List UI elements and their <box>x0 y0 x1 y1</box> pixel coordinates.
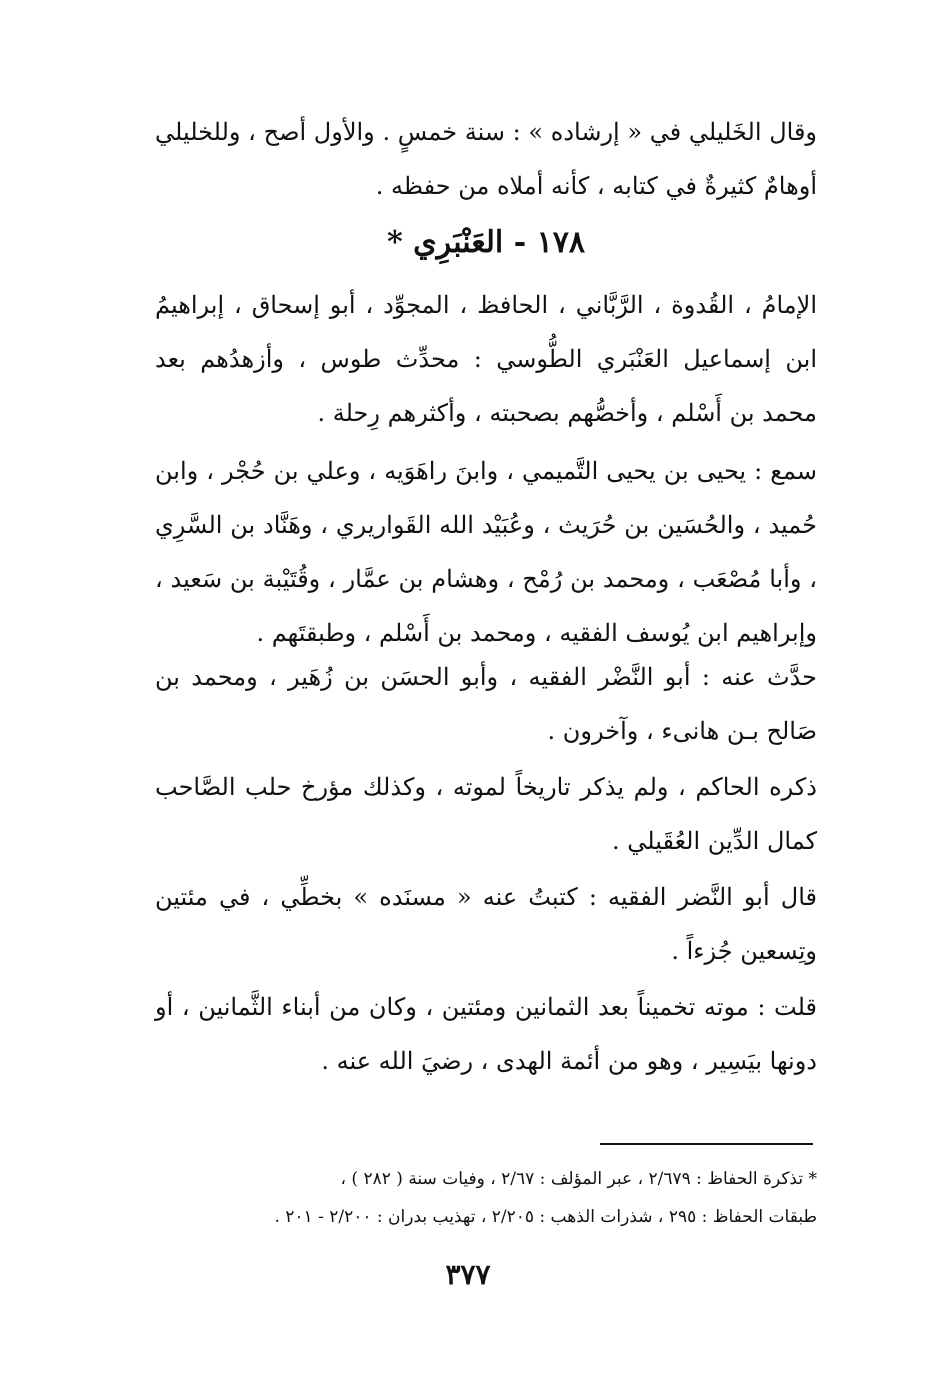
paragraph-death <box>155 980 817 1088</box>
paragraph-musnad <box>155 870 817 978</box>
paragraph-biography <box>155 278 817 440</box>
paragraph-students <box>155 650 817 758</box>
paragraph-text: قال أبو النَّضر الفقيه : كتبتُ عنه « مسنَده » بخطِّي ، في مئتين وتِسعين جُزءاً . <box>155 883 817 965</box>
paragraph-text: حدَّث عنه : أبو النَّضْر الفقيه ، وأبو الحسَن بن زُهَير ، ومحمد بن صَالح بـن هانىء ، وآخرون . <box>155 663 817 745</box>
paragraph-text: سمع : يحيى بن يحيى التَّميمي ، وابنَ راهَوَيه ، وعلي بن حُجْر ، وابن حُميد ، والحُسَين بن حُرَيث ، وعُبَيْد الله القَواريري ، وهَنَّاد بن السَّرِي ، وأبا مُصْعَب ، ومحمد بن رُمْح ، وهشام بن عمَّار ، وقُتَيْبة بن سَعيد ، وإبراهيم ابن يُوسف الفقيه ، ومحمد بن أَسْلم ، وطبقتَهم . <box>155 457 817 647</box>
paragraph-teachers <box>155 444 817 660</box>
footnote-line: * تذكرة الحفاظ : ٢/٦٧٩ ، عبر المؤلف : ٢/٦٧ ، وفيات سنة ( ٢٨٢ ) ، <box>340 1169 817 1189</box>
footnote-divider <box>600 1143 813 1145</box>
paragraph-khalili <box>155 105 817 213</box>
page-number: ٣٧٧ <box>445 1258 491 1291</box>
paragraph-text: ذكره الحاكم ، ولم يذكر تاريخاً لموته ، وكذلك مؤرخ حلب الصَّاحب كمال الدِّين العُقَيلي . <box>155 773 817 855</box>
paragraph-text: قلت : موته تخميناً بعد الثمانين ومئتين ، وكان من أبناء الثَّمانين ، أو دونها بيَسِير ، وهو من أئمة الهدى ، رضيَ الله عنه . <box>155 993 817 1075</box>
entry-heading: ١٧٨ - العَنْبَرِي * <box>387 225 585 260</box>
paragraph-text: وقال الخَليلي في « إرشاده » : سنة خمسٍ . والأول أصح ، وللخليلي أوهامٌ كثيرةٌ في كتابه ، كأنه أملاه من حفظه . <box>155 118 817 200</box>
footnote-line: طبقات الحفاظ : ٢٩٥ ، شذرات الذهب : ٢/٢٠٥ ، تهذيب بدران : ٢/٢٠٠ - ٢٠١ . <box>274 1207 817 1227</box>
footnote <box>155 1160 817 1236</box>
paragraph-hakim <box>155 760 817 868</box>
paragraph-text: الإمامُ ، القُدوة ، الرَّبَّاني ، الحافظ ، المجوِّد ، أبو إسحاق ، إبراهيمُ ابن إسماعيل العَنْبَري الطُّوسي : محدِّث طوس ، وأزهدُهم بعد محمد بن أَسْلم ، وأخصُّهم بصحبته ، وأكثرهم رِحلة . <box>155 291 817 427</box>
